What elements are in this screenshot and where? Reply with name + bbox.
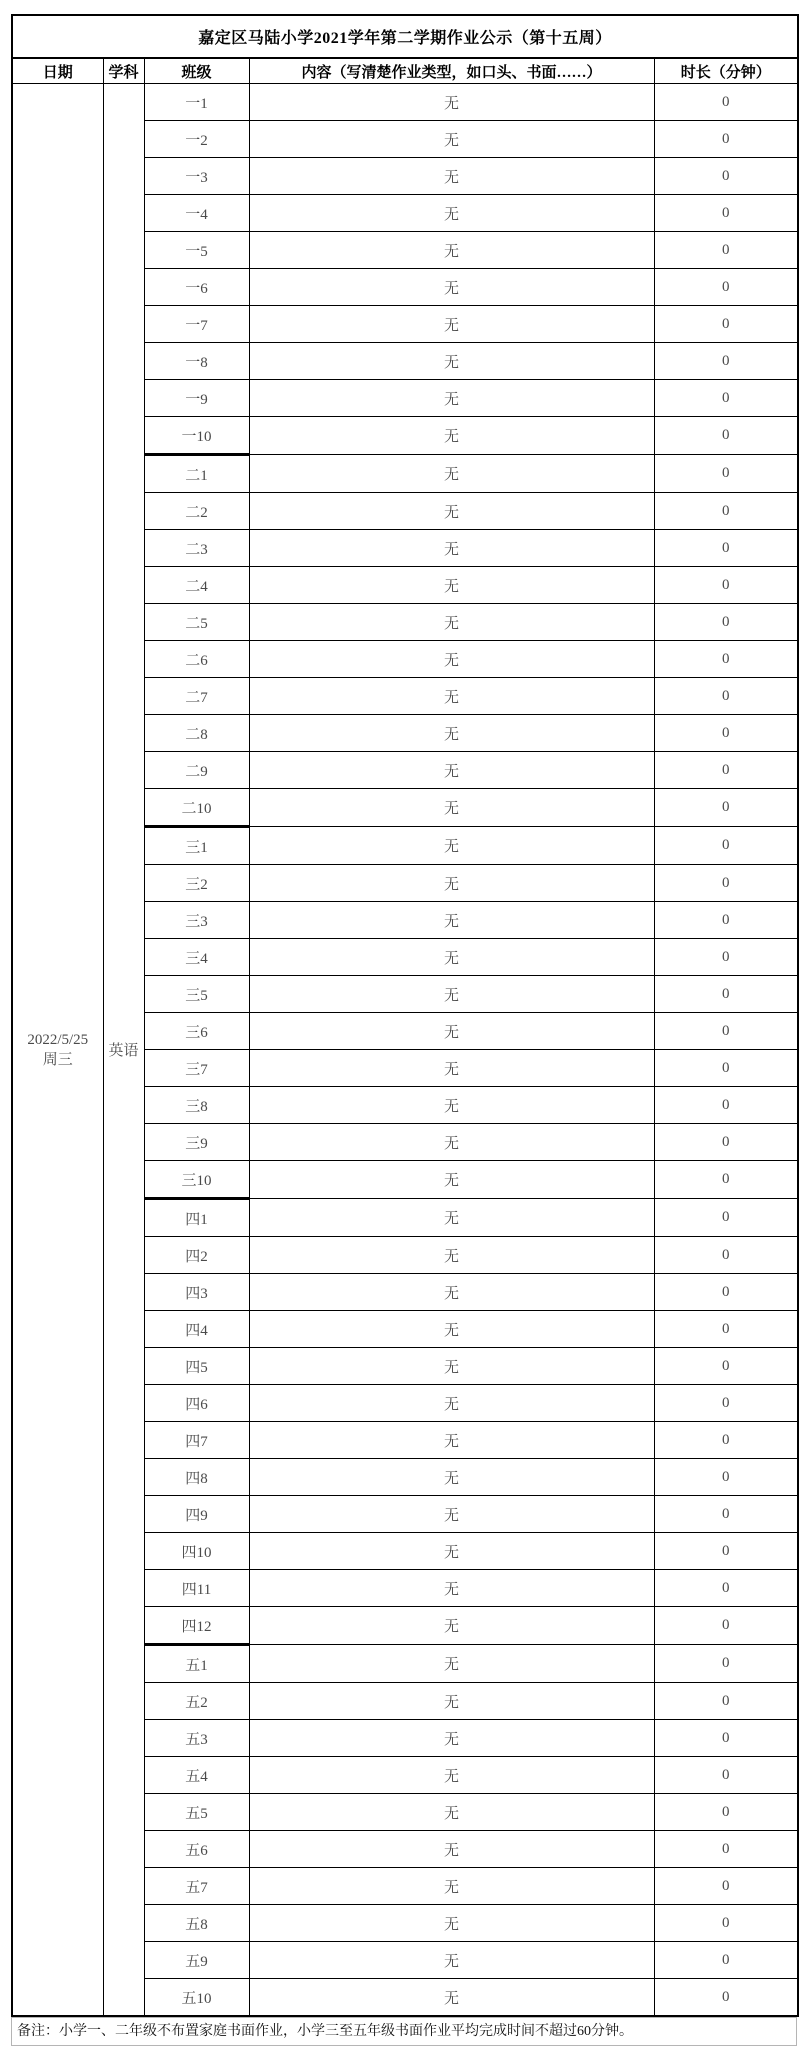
- duration-cell: 0: [654, 641, 798, 678]
- class-cell: 二3: [144, 530, 249, 567]
- content-cell: 无: [249, 1422, 654, 1459]
- class-cell: 一6: [144, 269, 249, 306]
- class-cell: 四4: [144, 1311, 249, 1348]
- class-cell: 三3: [144, 902, 249, 939]
- footer-note: 备注：小学一、二年级不布置家庭书面作业，小学三至五年级书面作业平均完成时间不超过60分钟。: [11, 2017, 797, 2046]
- class-cell: 二6: [144, 641, 249, 678]
- class-cell: 三7: [144, 1050, 249, 1087]
- class-cell: 一1: [144, 84, 249, 121]
- duration-cell: 0: [654, 1757, 798, 1794]
- page-title: 嘉定区马陆小学2021学年第二学期作业公示（第十五周）: [12, 15, 798, 58]
- content-cell: 无: [249, 343, 654, 380]
- class-cell: 三6: [144, 1013, 249, 1050]
- duration-cell: 0: [654, 827, 798, 865]
- column-header-class: 班级: [144, 58, 249, 84]
- duration-cell: 0: [654, 604, 798, 641]
- table-row: [12, 84, 798, 121]
- content-cell: 无: [249, 976, 654, 1013]
- duration-cell: 0: [654, 306, 798, 343]
- class-cell: 五1: [144, 1645, 249, 1683]
- duration-cell: 0: [654, 567, 798, 604]
- duration-cell: 0: [654, 789, 798, 827]
- column-header-row: [12, 58, 798, 84]
- class-cell: 四10: [144, 1533, 249, 1570]
- duration-cell: 0: [654, 1422, 798, 1459]
- class-cell: 三10: [144, 1161, 249, 1199]
- content-cell: 无: [249, 1237, 654, 1274]
- content-cell: 无: [249, 1348, 654, 1385]
- content-cell: 无: [249, 678, 654, 715]
- class-cell: 二1: [144, 455, 249, 493]
- content-cell: 无: [249, 455, 654, 493]
- content-cell: 无: [249, 530, 654, 567]
- content-cell: 无: [249, 417, 654, 455]
- class-cell: 四2: [144, 1237, 249, 1274]
- duration-cell: 0: [654, 1905, 798, 1942]
- class-cell: 四3: [144, 1274, 249, 1311]
- duration-cell: 0: [654, 1348, 798, 1385]
- duration-cell: 0: [654, 1311, 798, 1348]
- duration-cell: 0: [654, 1161, 798, 1199]
- class-cell: 一3: [144, 158, 249, 195]
- duration-cell: 0: [654, 1868, 798, 1905]
- content-cell: 无: [249, 1385, 654, 1422]
- content-cell: 无: [249, 1013, 654, 1050]
- class-cell: 五8: [144, 1905, 249, 1942]
- column-header-duration: 时长（分钟）: [654, 58, 798, 84]
- content-cell: 无: [249, 1533, 654, 1570]
- content-cell: 无: [249, 604, 654, 641]
- content-cell: 无: [249, 1496, 654, 1533]
- duration-cell: 0: [654, 1720, 798, 1757]
- class-cell: 五7: [144, 1868, 249, 1905]
- duration-cell: 0: [654, 530, 798, 567]
- content-cell: 无: [249, 1311, 654, 1348]
- content-cell: 无: [249, 1570, 654, 1607]
- content-cell: 无: [249, 1161, 654, 1199]
- content-cell: 无: [249, 1274, 654, 1311]
- class-cell: 四7: [144, 1422, 249, 1459]
- class-cell: 四5: [144, 1348, 249, 1385]
- content-cell: 无: [249, 195, 654, 232]
- class-cell: 四8: [144, 1459, 249, 1496]
- duration-cell: 0: [654, 417, 798, 455]
- duration-cell: 0: [654, 1683, 798, 1720]
- content-cell: 无: [249, 1831, 654, 1868]
- duration-cell: 0: [654, 976, 798, 1013]
- duration-cell: 0: [654, 1459, 798, 1496]
- duration-cell: 0: [654, 343, 798, 380]
- content-cell: 无: [249, 84, 654, 121]
- content-cell: 无: [249, 789, 654, 827]
- content-cell: 无: [249, 939, 654, 976]
- duration-cell: 0: [654, 380, 798, 417]
- content-cell: 无: [249, 1905, 654, 1942]
- content-cell: 无: [249, 1199, 654, 1237]
- duration-cell: 0: [654, 1199, 798, 1237]
- class-cell: 一2: [144, 121, 249, 158]
- date-value: 2022/5/25: [27, 1031, 89, 1048]
- content-cell: 无: [249, 827, 654, 865]
- class-cell: 一7: [144, 306, 249, 343]
- column-header-content: 内容（写清楚作业类型，如口头、书面……）: [249, 58, 654, 84]
- class-cell: 三2: [144, 865, 249, 902]
- class-cell: 二8: [144, 715, 249, 752]
- homework-table: [11, 14, 799, 2017]
- class-cell: 一9: [144, 380, 249, 417]
- content-cell: 无: [249, 1868, 654, 1905]
- duration-cell: 0: [654, 1087, 798, 1124]
- duration-cell: 0: [654, 1274, 798, 1311]
- duration-cell: 0: [654, 1237, 798, 1274]
- content-cell: 无: [249, 1720, 654, 1757]
- duration-cell: 0: [654, 1570, 798, 1607]
- content-cell: 无: [249, 306, 654, 343]
- content-cell: 无: [249, 1683, 654, 1720]
- content-cell: 无: [249, 715, 654, 752]
- weekday-value: 周三: [42, 1051, 73, 1068]
- duration-cell: 0: [654, 1942, 798, 1979]
- duration-cell: 0: [654, 121, 798, 158]
- class-cell: 四6: [144, 1385, 249, 1422]
- class-cell: 二2: [144, 493, 249, 530]
- class-cell: 五6: [144, 1831, 249, 1868]
- content-cell: 无: [249, 865, 654, 902]
- content-cell: 无: [249, 269, 654, 306]
- content-cell: 无: [249, 158, 654, 195]
- class-cell: 三8: [144, 1087, 249, 1124]
- duration-cell: 0: [654, 752, 798, 789]
- class-cell: 五2: [144, 1683, 249, 1720]
- duration-cell: 0: [654, 1645, 798, 1683]
- duration-cell: 0: [654, 1794, 798, 1831]
- class-cell: 四9: [144, 1496, 249, 1533]
- class-cell: 三9: [144, 1124, 249, 1161]
- column-header-date: 日期: [12, 58, 103, 84]
- class-cell: 二4: [144, 567, 249, 604]
- content-cell: 无: [249, 752, 654, 789]
- content-cell: 无: [249, 1645, 654, 1683]
- class-cell: 五4: [144, 1757, 249, 1794]
- class-cell: 二7: [144, 678, 249, 715]
- class-cell: 一8: [144, 343, 249, 380]
- class-cell: 一10: [144, 417, 249, 455]
- duration-cell: 0: [654, 1607, 798, 1645]
- title-row: [12, 15, 798, 58]
- class-cell: 一4: [144, 195, 249, 232]
- content-cell: 无: [249, 1794, 654, 1831]
- duration-cell: 0: [654, 1385, 798, 1422]
- duration-cell: 0: [654, 195, 798, 232]
- class-rows: [12, 84, 798, 2017]
- content-cell: 无: [249, 1607, 654, 1645]
- duration-cell: 0: [654, 269, 798, 306]
- content-cell: 无: [249, 1459, 654, 1496]
- class-cell: 五3: [144, 1720, 249, 1757]
- class-cell: 三5: [144, 976, 249, 1013]
- duration-cell: 0: [654, 455, 798, 493]
- content-cell: 无: [249, 902, 654, 939]
- duration-cell: 0: [654, 1979, 798, 2017]
- content-cell: 无: [249, 232, 654, 269]
- content-cell: 无: [249, 1050, 654, 1087]
- duration-cell: 0: [654, 84, 798, 121]
- class-cell: 三4: [144, 939, 249, 976]
- date-cell: [12, 84, 103, 2017]
- class-cell: 四1: [144, 1199, 249, 1237]
- class-cell: 一5: [144, 232, 249, 269]
- duration-cell: 0: [654, 493, 798, 530]
- content-cell: 无: [249, 1087, 654, 1124]
- column-header-subject: 学科: [103, 58, 144, 84]
- content-cell: 无: [249, 1757, 654, 1794]
- class-cell: 五5: [144, 1794, 249, 1831]
- class-cell: 五9: [144, 1942, 249, 1979]
- duration-cell: 0: [654, 1533, 798, 1570]
- duration-cell: 0: [654, 939, 798, 976]
- class-cell: 四11: [144, 1570, 249, 1607]
- duration-cell: 0: [654, 1496, 798, 1533]
- duration-cell: 0: [654, 678, 798, 715]
- duration-cell: 0: [654, 232, 798, 269]
- content-cell: 无: [249, 641, 654, 678]
- content-cell: 无: [249, 1979, 654, 2017]
- duration-cell: 0: [654, 1831, 798, 1868]
- class-cell: 二5: [144, 604, 249, 641]
- duration-cell: 0: [654, 1013, 798, 1050]
- content-cell: 无: [249, 1942, 654, 1979]
- class-cell: 二9: [144, 752, 249, 789]
- duration-cell: 0: [654, 865, 798, 902]
- class-cell: 三1: [144, 827, 249, 865]
- duration-cell: 0: [654, 1124, 798, 1161]
- subject-cell: 英语: [103, 84, 144, 2017]
- content-cell: 无: [249, 1124, 654, 1161]
- content-cell: 无: [249, 121, 654, 158]
- content-cell: 无: [249, 493, 654, 530]
- class-cell: 四12: [144, 1607, 249, 1645]
- duration-cell: 0: [654, 715, 798, 752]
- class-cell: 五10: [144, 1979, 249, 2017]
- duration-cell: 0: [654, 902, 798, 939]
- content-cell: 无: [249, 380, 654, 417]
- duration-cell: 0: [654, 1050, 798, 1087]
- class-cell: 二10: [144, 789, 249, 827]
- duration-cell: 0: [654, 158, 798, 195]
- content-cell: 无: [249, 567, 654, 604]
